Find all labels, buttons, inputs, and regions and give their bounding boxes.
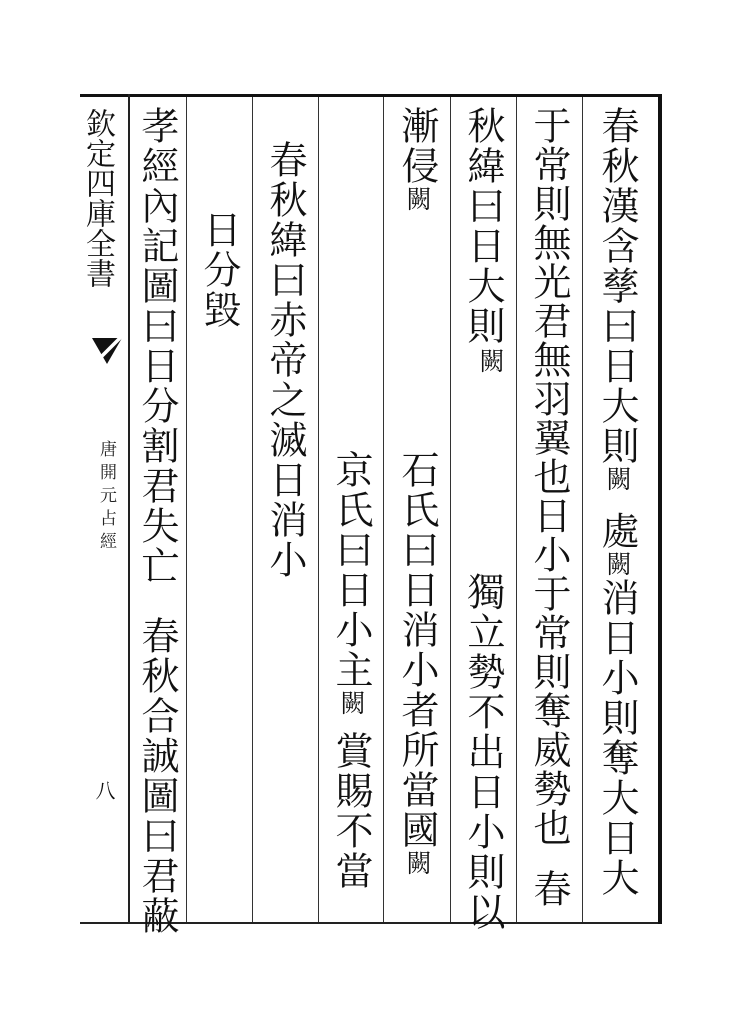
column-rule	[450, 97, 451, 922]
column-rule	[582, 97, 583, 922]
text-column-7: 日分毀	[197, 210, 241, 330]
column-text: 春	[527, 869, 571, 908]
margin-book-title: 欽定四庫全書	[80, 108, 115, 288]
column-rule	[383, 97, 384, 922]
frame-top-border	[80, 94, 660, 97]
text-column-3	[461, 106, 505, 346]
text-column-6: 春秋緯曰赤帝之滅日消小	[263, 140, 307, 580]
column-rule	[516, 97, 517, 922]
column-text: 秋緯曰日大則	[461, 106, 505, 346]
lacuna-note: 闕	[337, 690, 366, 717]
lacuna-note: 闕	[476, 348, 505, 375]
text-column-4-lower	[395, 450, 439, 877]
text-column-5-lower	[329, 450, 373, 891]
fish-tail-mark	[92, 338, 122, 364]
column-text: 春秋合誠圖曰君蔽	[135, 616, 179, 936]
column-rule	[252, 97, 253, 922]
text-column-4	[395, 106, 439, 213]
lacuna-note: 闕	[603, 466, 632, 493]
column-text: 于常則無光君無羽翼也日小于常則奪威勢也	[527, 106, 571, 847]
column-rule	[318, 97, 319, 922]
column-text: 春秋漢含孳曰日大則	[595, 106, 639, 466]
column-text: 漸侵	[395, 106, 439, 186]
column-text: 賞賜不當	[329, 731, 373, 891]
margin-book-subtitle: 唐開元占經	[96, 440, 116, 555]
frame-left-border	[128, 94, 130, 924]
text-column-1	[595, 106, 639, 898]
text-column-8	[135, 106, 179, 936]
margin-page-number: 八	[92, 780, 116, 802]
frame-right-border	[658, 94, 662, 924]
column-text: 處	[595, 511, 639, 551]
column-rule	[186, 97, 187, 922]
column-text: 京氏曰日小主	[329, 450, 373, 690]
lacuna-note: 闕	[403, 186, 432, 213]
text-column-2	[527, 106, 571, 908]
column-text: 孝經內記圖曰日分割君失亡	[135, 106, 179, 586]
lacuna-note: 闕	[603, 551, 632, 578]
column-text: 消日小則奪大日大	[595, 578, 639, 898]
column-text: 石氏曰日消小者所當國	[395, 450, 439, 850]
text-column-3-lower: 獨立勢不出日小則以	[461, 572, 505, 932]
lacuna-note: 闕	[403, 850, 432, 877]
